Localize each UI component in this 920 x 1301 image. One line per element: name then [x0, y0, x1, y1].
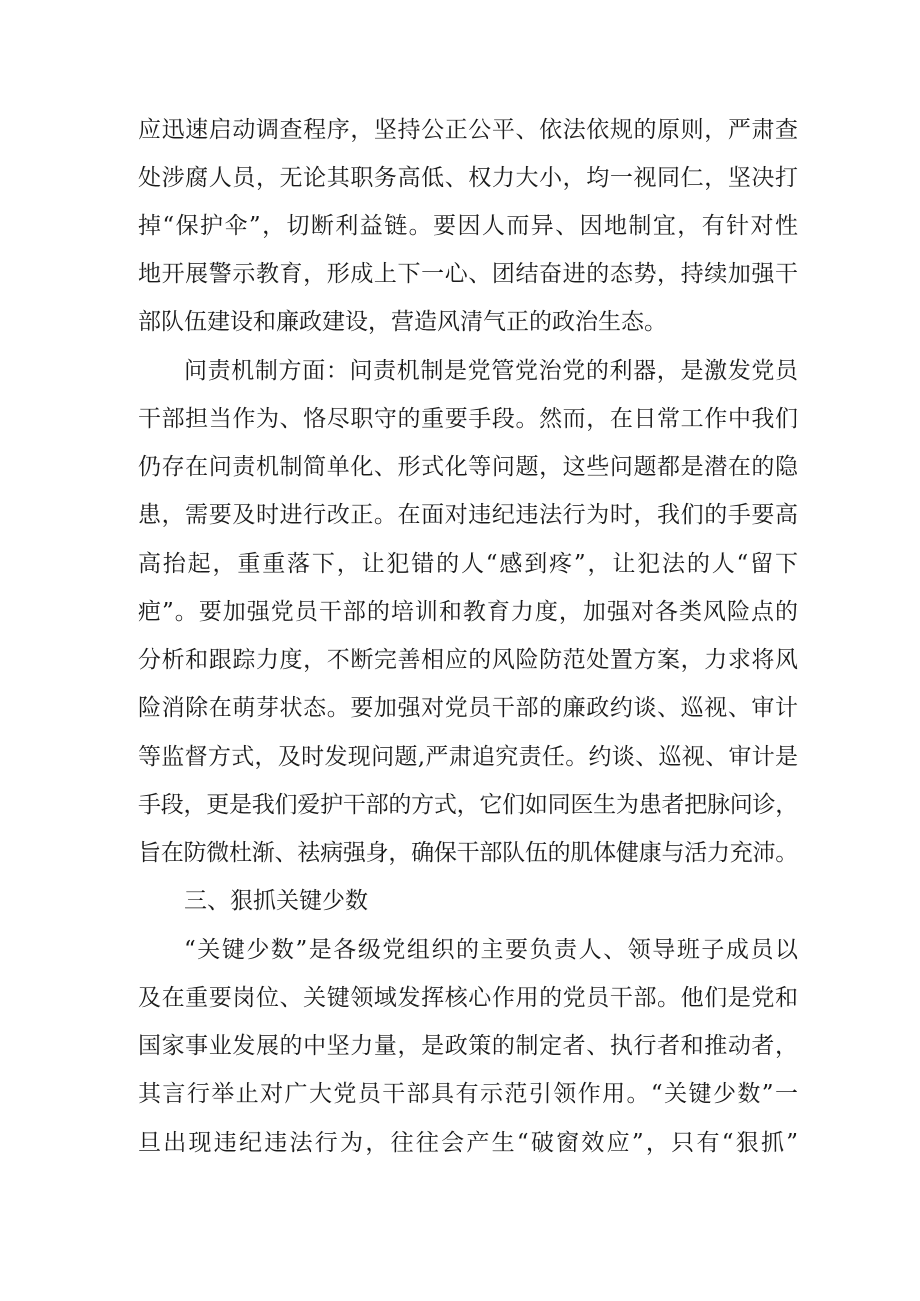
paragraph-line: 应迅速启动调查程序，坚持公正公平、依法依规的原则，严肃查: [138, 117, 798, 143]
paragraph-line: 等监督方式，及时发现问题,严肃追究责任。约谈、巡视、审计是: [138, 744, 798, 770]
paragraph-line: 分析和跟踪力度，不断完善相应的风险防范处置方案，力求将风: [138, 647, 798, 673]
paragraph-line: 国家事业发展的中坚力量，是政策的制定者、执行者和推动者，: [138, 1033, 798, 1059]
paragraph-line: 其言行举止对广大党员干部具有示范引领作用。“关键少数”一: [138, 1081, 798, 1107]
paragraph-line: 部队伍建设和廉政建设，营造风清气正的政治生态。: [138, 309, 667, 335]
paragraph-line: 手段，更是我们爱护干部的方式，它们如同医生为患者把脉问诊，: [138, 792, 798, 818]
paragraph-line: 处涉腐人员，无论其职务高低、权力大小，均一视同仁，坚决打: [138, 165, 798, 191]
paragraph-line: 高抬起，重重落下，让犯错的人“感到疼”，让犯法的人“留下: [138, 551, 798, 577]
paragraph-line: 干部担当作为、恪尽职守的重要手段。然而，在日常工作中我们: [138, 406, 798, 432]
paragraph-line: “关键少数”是各级党组织的主要负责人、领导班子成员以: [184, 937, 798, 963]
paragraph-line: 地开展警示教育，形成上下一心、团结奋进的态势，持续加强干: [138, 261, 798, 287]
paragraph-line: 旦出现违纪违法行为，往往会产生“破窗效应”，只有“狠抓”: [138, 1130, 798, 1156]
paragraph-line: 疤”。要加强党员干部的培训和教育力度，加强对各类风险点的: [138, 599, 798, 625]
paragraph-line: 旨在防微杜渐、祛病强身，确保干部队伍的肌体健康与活力充沛。: [138, 840, 798, 866]
paragraph-line: 掉“保护伞”，切断利益链。要因人而异、因地制宜，有针对性: [138, 213, 798, 239]
paragraph-line: 患，需要及时进行改正。在面对违纪违法行为时，我们的手要高: [138, 502, 798, 528]
paragraph-line: 险消除在萌芽状态。要加强对党员干部的廉政约谈、巡视、审计: [138, 695, 798, 721]
paragraph-line: 仍存在问责机制简单化、形式化等问题，这些问题都是潜在的隐: [138, 454, 798, 480]
paragraph-line: 及在重要岗位、关键领域发挥核心作用的党员干部。他们是党和: [138, 985, 798, 1011]
paragraph-line: 问责机制方面：问责机制是党管党治党的利器，是激发党员: [184, 358, 798, 384]
section-heading: 三、狠抓关键少数: [184, 888, 368, 914]
